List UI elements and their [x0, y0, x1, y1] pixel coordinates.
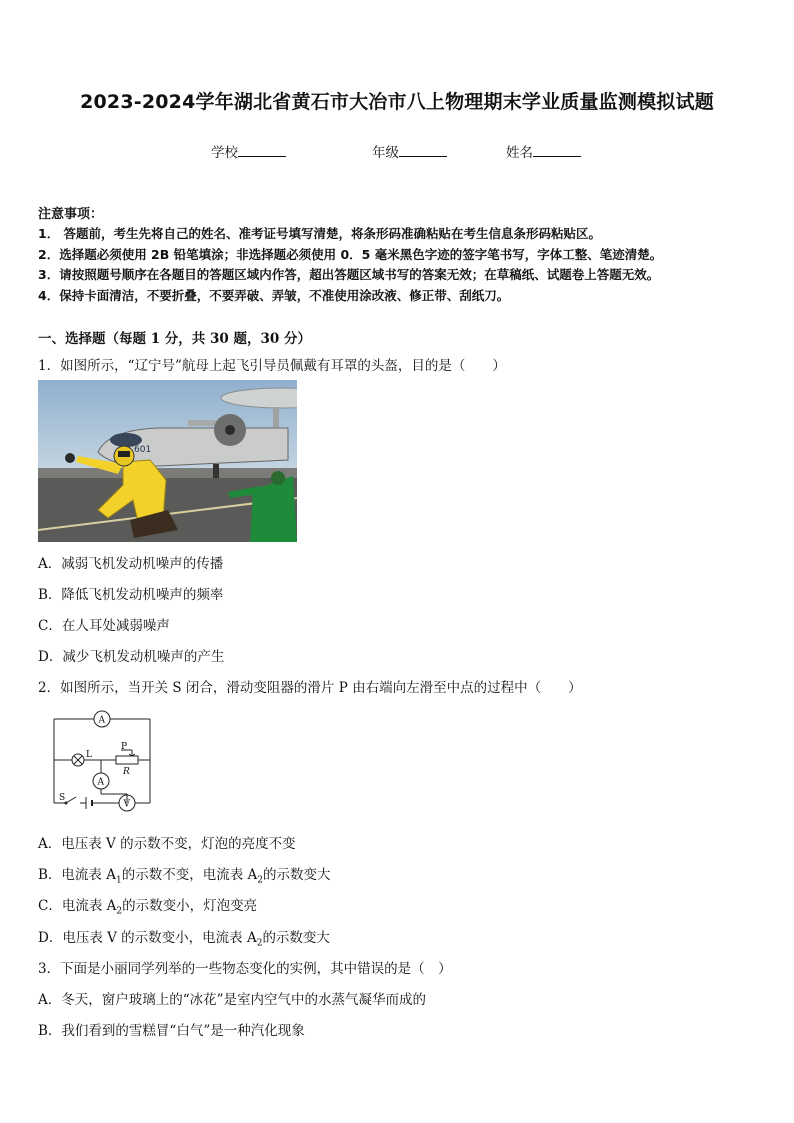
notes-heading: 注意事项： — [38, 207, 104, 222]
note-item: 2．选择题必须使用 2B 铅笔填涂；非选择题必须使用 0．5 毫米黑色字迹的签字笔书写，字体工整、笔迹清楚。 — [38, 247, 663, 262]
grade-field — [372, 141, 447, 161]
circuit-diagram — [46, 708, 158, 812]
q2-option-b-part: 的示数不变，电流表 A — [121, 867, 258, 883]
q2-option-b-part: 的示数变大 — [262, 867, 331, 883]
plane-number: 601 — [134, 445, 152, 455]
ammeter-a2-label: A — [97, 777, 104, 788]
q2-option-d-part: D．电压表 V 的示数变小，电流表 A — [38, 930, 257, 946]
q1-option-a[interactable]: A．减弱飞机发动机噪声的传播 — [38, 556, 224, 572]
note-item: 4．保持卡面清洁，不要折叠，不要弄破、弄皱，不准使用涂改液、修正带、刮纸刀。 — [38, 288, 510, 303]
q2-option-d-part: 的示数变大 — [262, 930, 330, 946]
q2-option-c[interactable] — [38, 894, 257, 917]
grade-blank[interactable] — [399, 144, 447, 157]
exam-title: 2023-2024学年湖北省黄石市大冶市八上物理期末学业质量监测模拟试题 — [80, 91, 714, 113]
q1-option-d[interactable]: D．减少飞机发动机噪声的产生 — [38, 649, 225, 665]
voltmeter-label: V — [123, 799, 130, 810]
q2-option-b-part: B．电流表 A — [38, 867, 116, 883]
question-2-stem: 2．如图所示，当开关 S 闭合，滑动变阻器的滑片 P 由右端向左滑至中点的过程中（ ） — [38, 680, 582, 696]
q2-option-b-sub: 2 — [257, 875, 263, 886]
aircraft-carrier-photo — [38, 380, 297, 542]
q2-option-d[interactable] — [38, 926, 330, 949]
question-1-stem: 1．如图所示，“辽宁号”航母上起飞引导员佩戴有耳罩的头盔，目的是（ ） — [38, 358, 506, 374]
q2-option-c-sub: 2 — [116, 906, 123, 917]
resistor-label: R — [123, 767, 130, 777]
q2-option-c-part: 的示数变小，灯泡变亮 — [122, 898, 258, 914]
name-label: 姓名 — [506, 145, 533, 161]
q2-option-b-sub: 1 — [115, 875, 122, 886]
q1-option-c[interactable]: C．在人耳处减弱噪声 — [38, 618, 170, 634]
name-blank[interactable] — [533, 144, 581, 157]
note-item: 1． 答题前，考生先将自己的姓名、准考证号填写清楚，将条形码准确粘贴在考生信息条形码粘贴区。 — [38, 226, 602, 241]
school-label: 学校 — [211, 145, 238, 161]
grade-label: 年级 — [372, 145, 399, 161]
school-blank[interactable] — [238, 144, 286, 157]
slider-label: P — [121, 742, 128, 752]
switch-label: S — [59, 793, 66, 803]
lamp-label: L — [86, 750, 92, 760]
q2-option-d-sub: 2 — [256, 938, 263, 949]
q2-option-a[interactable]: A．电压表 V 的示数不变，灯泡的亮度不变 — [38, 836, 296, 852]
q3-option-a[interactable]: A．冬天，窗户玻璃上的“冰花”是室内空气中的水蒸气凝华而成的 — [38, 992, 427, 1008]
school-field — [211, 141, 286, 161]
q1-option-b[interactable]: B．降低飞机发动机噪声的频率 — [38, 587, 224, 603]
section-heading: 一、选择题（每题 1 分，共 30 题，30 分） — [38, 331, 311, 347]
q2-option-c-part: C．电流表 A — [38, 898, 117, 914]
note-item: 3．请按照题号顺序在各题目的答题区域内作答，超出答题区域书写的答案无效；在草稿纸、试题卷上答题无效。 — [38, 267, 660, 282]
name-field — [506, 141, 581, 161]
q3-option-b[interactable]: B．我们看到的雪糕冒“白气”是一种汽化现象 — [38, 1023, 305, 1039]
q2-option-b[interactable] — [38, 863, 330, 886]
question-3-stem: 3．下面是小丽同学列举的一些物态变化的实例，其中错误的是（ ） — [38, 961, 452, 977]
ammeter-a1-label: A — [98, 715, 105, 726]
